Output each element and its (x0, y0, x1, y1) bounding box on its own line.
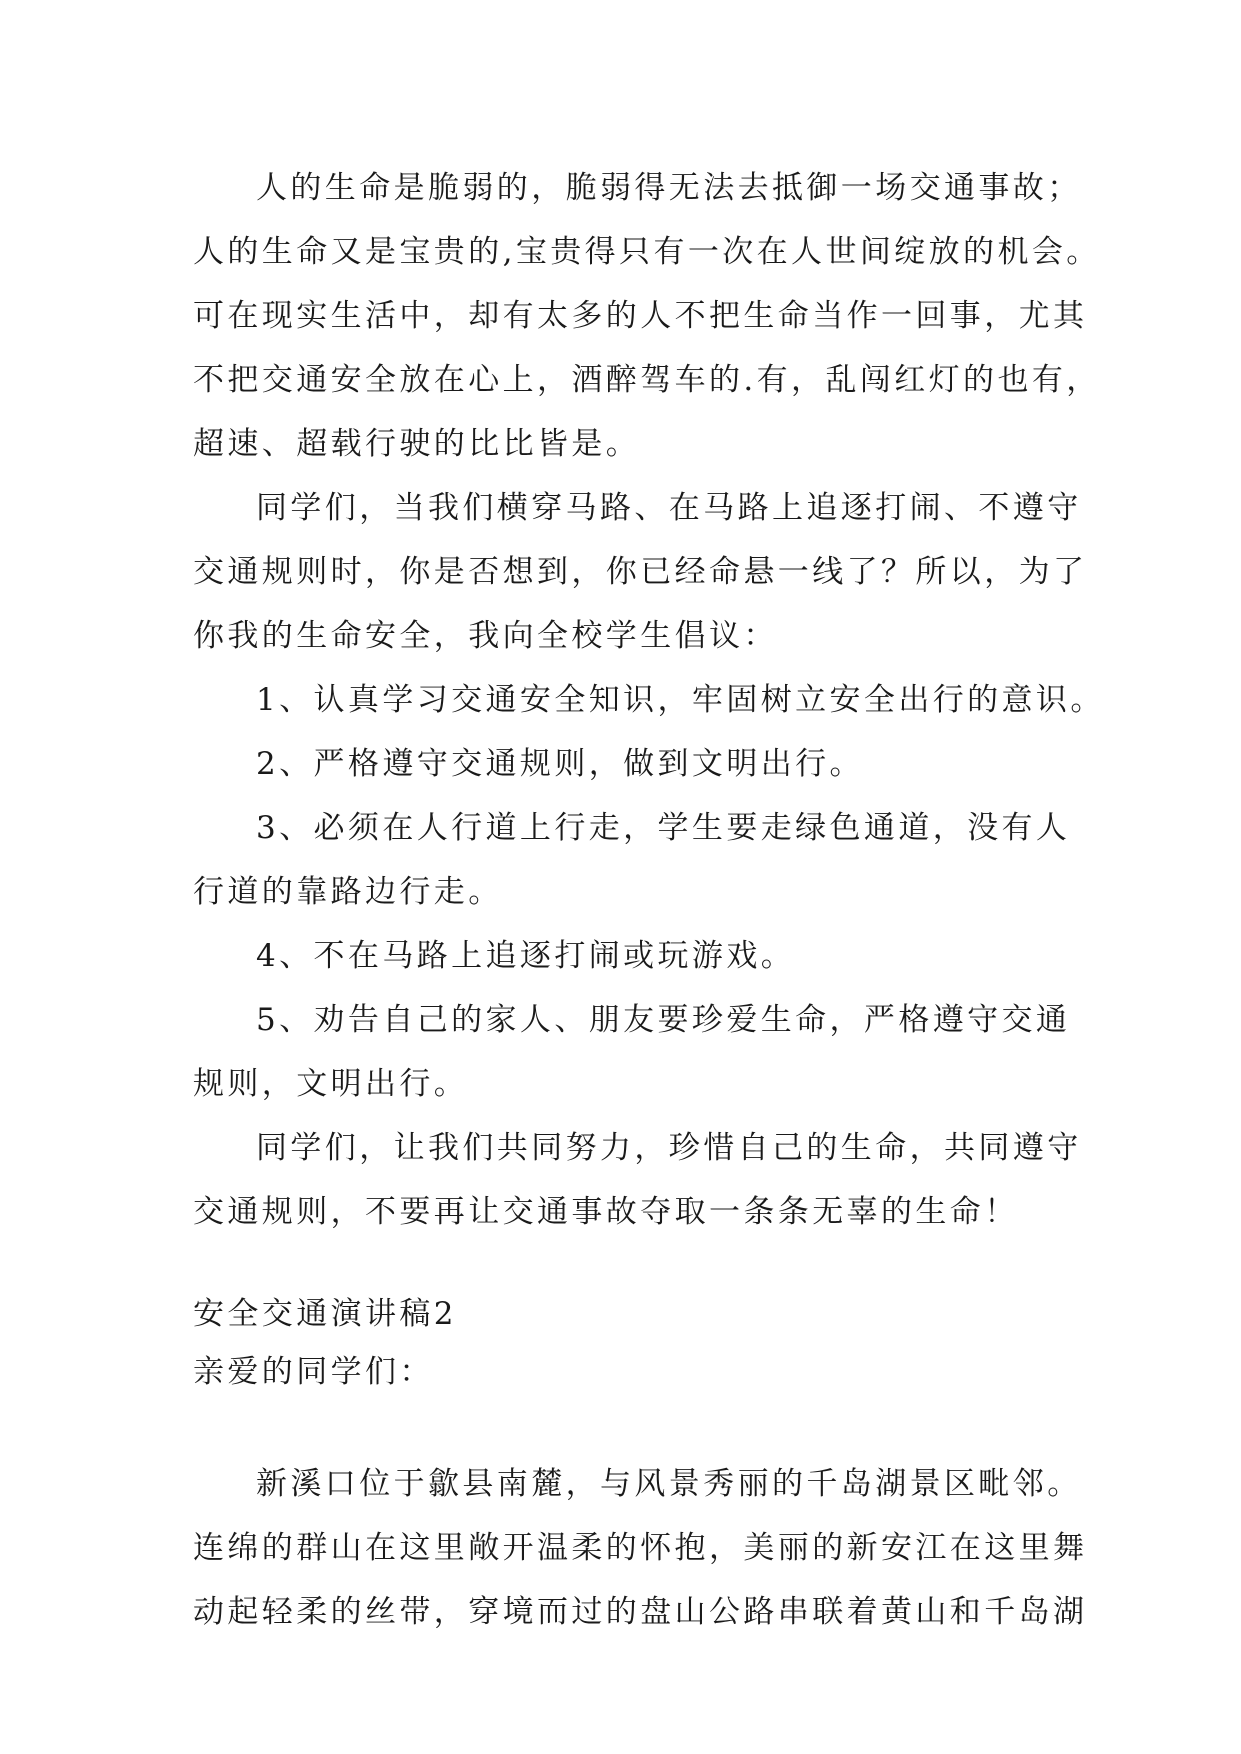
paragraph-line: 人的生命是脆弱的，脆弱得无法去抵御一场交通事故； (256, 170, 1082, 206)
paragraph-line: 同学们，让我们共同努力，珍惜自己的生命，共同遵守 (256, 1130, 1082, 1166)
section-title: 安全交通演讲稿2 (193, 1296, 457, 1332)
list-item-continuation: 行道的靠路边行走。 (193, 874, 503, 910)
salutation: 亲爱的同学们： (193, 1354, 434, 1390)
paragraph-line: 可在现实生活中，却有太多的人不把生命当作一回事，尤其 (193, 298, 1088, 334)
paragraph-line: 连绵的群山在这里敞开温柔的怀抱，美丽的新安江在这里舞 (193, 1530, 1088, 1566)
paragraph-line: 你我的生命安全，我向全校学生倡议： (193, 618, 778, 654)
list-item: 2、严格遵守交通规则，做到文明出行。 (256, 746, 864, 782)
list-item: 5、劝告自己的家人、朋友要珍爱生命，严格遵守交通 (256, 1002, 1071, 1038)
list-item: 3、必须在人行道上行走，学生要走绿色通道，没有人 (256, 810, 1071, 846)
paragraph-line: 动起轻柔的丝带，穿境而过的盘山公路串联着黄山和千岛湖 (193, 1594, 1088, 1630)
paragraph-line: 交通规则时，你是否想到，你已经命悬一线了？所以，为了 (193, 554, 1088, 590)
paragraph-line: 同学们，当我们横穿马路、在马路上追逐打闹、不遵守 (256, 490, 1082, 526)
list-item: 1、认真学习交通安全知识，牢固树立安全出行的意识。 (256, 682, 1105, 718)
list-item: 4、不在马路上追逐打闹或玩游戏。 (256, 938, 796, 974)
paragraph-line: 不把交通安全放在心上，酒醉驾车的.有，乱闯红灯的也有， (193, 362, 1101, 398)
paragraph-line: 新溪口位于歙县南麓，与风景秀丽的千岛湖景区毗邻。 (256, 1466, 1082, 1502)
paragraph-line: 交通规则，不要再让交通事故夺取一条条无辜的生命！ (193, 1194, 1019, 1230)
list-item-continuation: 规则，文明出行。 (193, 1066, 469, 1102)
paragraph-line: 超速、超载行驶的比比皆是。 (193, 426, 641, 462)
paragraph-line: 人的生命又是宝贵的,宝贵得只有一次在人世间绽放的机会。 (193, 234, 1101, 270)
